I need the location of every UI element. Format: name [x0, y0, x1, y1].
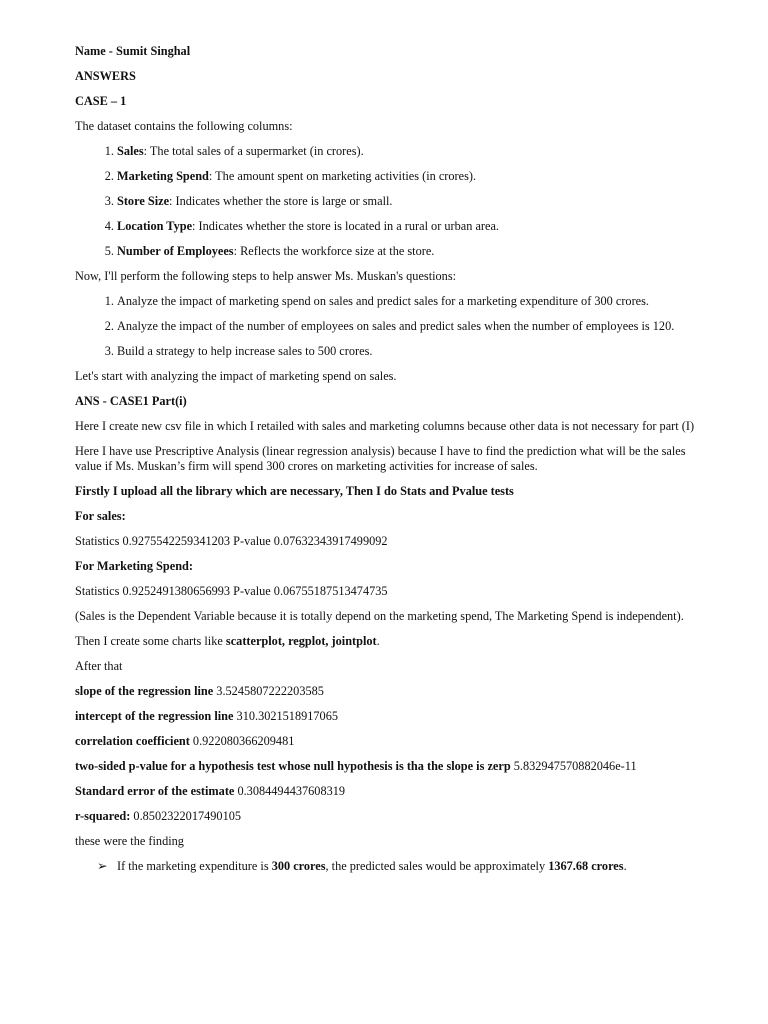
finding-line: these were the finding — [75, 834, 184, 848]
arrow-bullet-icon: ➢ — [97, 859, 108, 873]
stat-slope: slope of the regression line 3.5245807222203585 — [75, 684, 324, 698]
answers-heading: ANSWERS — [75, 69, 136, 83]
list-item: 4. Location Type: Indicates whether the store is located in a rural or urban area. — [117, 219, 698, 234]
columns-list — [75, 144, 698, 259]
paragraph-csv: Here I create new csv file in which I retailed with sales and marketing columns because other data is not necessary for part (I) — [75, 419, 695, 433]
marketing-stats: Statistics 0.9252491380656993 P-value 0.06755187513474735 — [75, 584, 388, 598]
list-item: 3. Store Size: Indicates whether the store is large or small. — [117, 194, 698, 209]
paragraph-analysis: Here I have use Prescriptive Analysis (linear regression analysis) because I have to find the prediction what will be the sales value if Ms. Muskan’s firm will spend 300 crores on marketing activities for increase of sales. — [75, 444, 686, 473]
list-item: 2. Marketing Spend: The amount spent on marketing activities (in crores). — [117, 169, 698, 184]
list-item: 1. Sales: The total sales of a supermarket (in crores). — [117, 144, 698, 159]
intro-text: The dataset contains the following columns: — [75, 119, 293, 133]
charts-line: Then I create some charts like scatterplot, regplot, jointplot. — [75, 634, 380, 648]
stat-pvalue: two-sided p-value for a hypothesis test whose null hypothesis is tha the slope is zerp 5.832947570882046e-11 — [75, 759, 637, 773]
after-that: After that — [75, 659, 123, 673]
steps-list — [75, 294, 698, 359]
stat-correlation: correlation coefficient 0.922080366209481 — [75, 734, 295, 748]
for-sales-heading: For sales: — [75, 509, 126, 523]
dependent-note: (Sales is the Dependent Variable because it is totally depend on the marketing spend, The Marketing Spend is independent). — [75, 609, 684, 623]
stat-intercept: intercept of the regression line 310.3021518917065 — [75, 709, 338, 723]
findings-list — [75, 859, 698, 874]
stat-rsquared: r-squared: 0.8502322017490105 — [75, 809, 242, 823]
list-item: 2. Analyze the impact of the number of employees on sales and predict sales when the number of employees is 120. — [117, 319, 698, 334]
for-marketing-heading: For Marketing Spend: — [75, 559, 193, 573]
stat-stderr: Standard error of the estimate 0.3084494437608319 — [75, 784, 346, 798]
list-item: 1. Analyze the impact of marketing spend on sales and predict sales for a marketing expenditure of 300 crores. — [117, 294, 698, 309]
list-item: 5. Number of Employees: Reflects the workforce size at the store. — [117, 244, 698, 259]
list-item: ➢ If the marketing expenditure is 300 crores, the predicted sales would be approximately 1367.68 crores. — [97, 859, 627, 873]
name-line: Name - Sumit Singhal — [75, 44, 191, 58]
steps-intro: Now, I'll perform the following steps to help answer Ms. Muskan's questions: — [75, 269, 457, 283]
case-heading: CASE – 1 — [75, 94, 127, 108]
ans-heading: ANS - CASE1 Part(i) — [75, 394, 187, 408]
bold-line: Firstly I upload all the library which are necessary, Then I do Stats and Pvalue tests — [75, 484, 514, 498]
list-item: 3. Build a strategy to help increase sales to 500 crores. — [117, 344, 698, 359]
sales-stats: Statistics 0.9275542259341203 P-value 0.07632343917499092 — [75, 534, 388, 548]
start-line: Let's start with analyzing the impact of marketing spend on sales. — [75, 369, 397, 383]
